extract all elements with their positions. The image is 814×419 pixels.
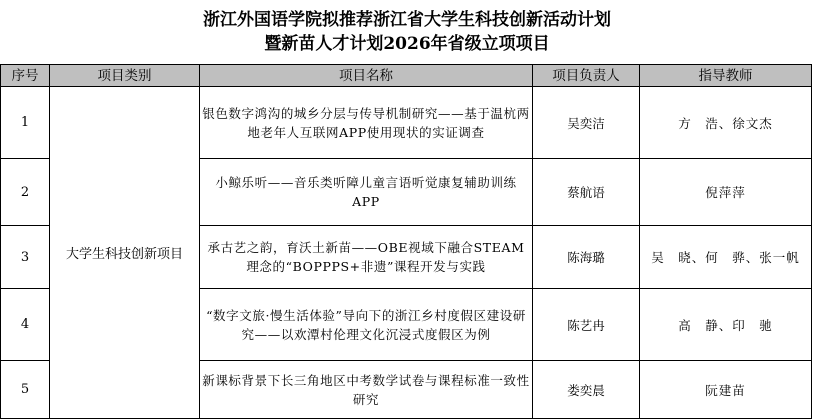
project-advisor: 高 静、印 驰 — [640, 289, 812, 361]
document-title — [0, 0, 814, 66]
title-line-2: 暨新苗人才计划2026年省级立项项目 — [264, 34, 550, 54]
project-advisor: 吴 晓、何 骅、张一帆 — [640, 226, 812, 289]
project-leader: 吴奕洁 — [533, 87, 640, 159]
project-leader: 陈艺冉 — [533, 289, 640, 361]
header-name: 项目名称 — [200, 65, 533, 87]
title-line-1: 浙江外国语学院拟推荐浙江省大学生科技创新活动计划 — [203, 10, 611, 30]
table-row — [1, 87, 812, 159]
project-leader: 娄奕晨 — [533, 361, 640, 419]
row-index: 4 — [1, 289, 50, 361]
project-leader: 陈海璐 — [533, 226, 640, 289]
row-index: 5 — [1, 361, 50, 419]
header-category: 项目类别 — [50, 65, 200, 87]
project-name: 小鲸乐听——音乐类听障儿童言语听觉康复辅助训练APP — [200, 159, 533, 226]
header-index: 序号 — [1, 65, 50, 87]
project-advisor: 方 浩、徐文杰 — [640, 87, 812, 159]
row-index: 1 — [1, 87, 50, 159]
row-index: 2 — [1, 159, 50, 226]
project-leader: 蔡航语 — [533, 159, 640, 226]
table-header-row — [1, 65, 812, 87]
project-name: 新课标背景下长三角地区中考数学试卷与课程标准一致性研究 — [200, 361, 533, 419]
project-table — [0, 64, 812, 419]
project-name: 银色数字鸿沟的城乡分层与传导机制研究——基于温杭两地老年人互联网APP使用现状的实证调查 — [200, 87, 533, 159]
project-name: “数字文旅·慢生活体验”导向下的浙江乡村度假区建设研究——以欢潭村伦理文化沉浸式度假区为例 — [200, 289, 533, 361]
category-cell: 大学生科技创新项目 — [50, 87, 200, 419]
project-advisor: 阮建苗 — [640, 361, 812, 419]
project-advisor: 倪萍萍 — [640, 159, 812, 226]
header-leader: 项目负责人 — [533, 65, 640, 87]
row-index: 3 — [1, 226, 50, 289]
header-advisor: 指导教师 — [640, 65, 812, 87]
project-name: 承古艺之韵，育沃土新苗——OBE视域下融合STEAM理念的“BOPPPS+非遗”课程开发与实践 — [200, 226, 533, 289]
